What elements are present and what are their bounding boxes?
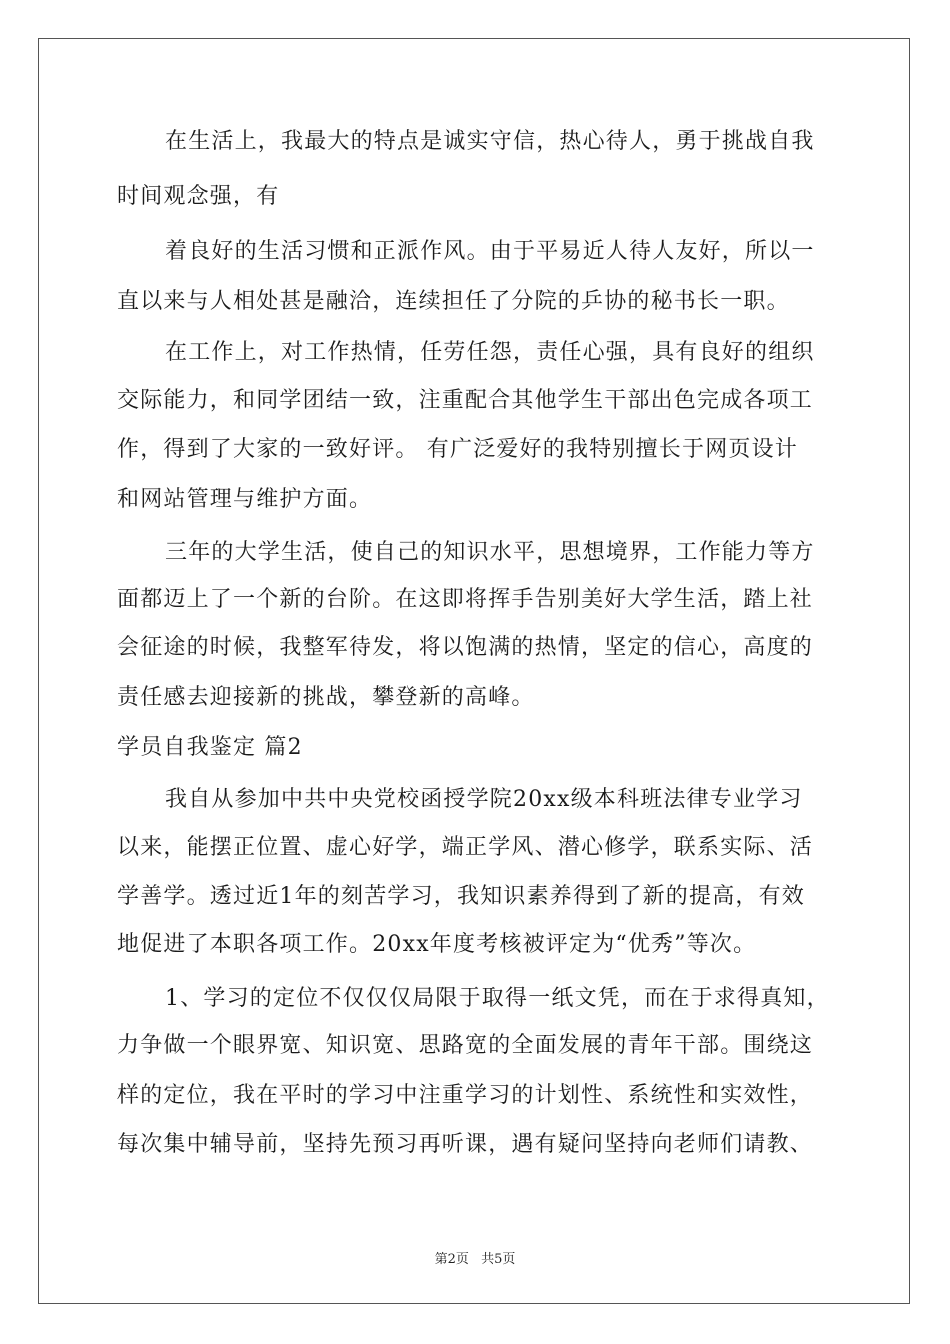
text-line: 以来，能摆正位置、虚心好学，端正学风、潜心修学，联系实际、活 — [117, 835, 814, 860]
text-line: 地促进了本职各项工作。20xx年度考核被评定为“优秀”等次。 — [117, 932, 757, 957]
text-line: 时间观念强，有 — [117, 184, 280, 209]
text-line: 在工作上，对工作热情，任劳任怨，责任心强，具有良好的组织 — [165, 340, 815, 365]
text-line: 我自从参加中共中央党校函授学院20xx级本科班法律专业学习 — [165, 787, 803, 812]
text-line: 着良好的生活习惯和正派作风。由于平易近人待人友好，所以一 — [165, 239, 815, 264]
text-line: 力争做一个眼界宽、知识宽、思路宽的全面发展的青年干部。围绕这 — [117, 1033, 814, 1058]
text-line: 交际能力，和同学团结一致，注重配合其他学生干部出色完成各项工 — [117, 388, 814, 413]
text-line: 学善学。透过近1年的刻苦学习，我知识素养得到了新的提高，有效 — [117, 884, 805, 909]
page-number: 第2页 — [434, 1252, 469, 1267]
text-line: 会征途的时候，我整军待发，将以饱满的热情，坚定的信心，高度的 — [117, 635, 814, 660]
text-line: 责任感去迎接新的挑战，攀登新的高峰。 — [117, 685, 535, 710]
section-heading: 学员自我鉴定 篇2 — [117, 735, 303, 760]
text-line: 三年的大学生活，使自己的知识水平，思想境界，工作能力等方 — [165, 540, 815, 565]
text-line: 1、学习的定位不仅仅仅局限于取得一纸文凭，而在于求得真知， — [165, 986, 830, 1011]
page-frame — [38, 38, 910, 1304]
text-line: 样的定位，我在平时的学习中注重学习的计划性、系统性和实效性， — [117, 1083, 814, 1108]
page-footer — [0, 1248, 950, 1267]
text-line: 在生活上，我最大的特点是诚实守信，热心待人，勇于挑战自我 — [165, 129, 815, 154]
text-line: 和网站管理与维护方面。 — [117, 487, 373, 512]
total-pages: 共5页 — [481, 1252, 516, 1267]
text-line: 作，得到了大家的一致好评。 有广泛爱好的我特别擅长于网页设计 — [117, 437, 798, 462]
text-line: 面都迈上了一个新的台阶。在这即将挥手告别美好大学生活，踏上社 — [117, 587, 814, 612]
text-line: 直以来与人相处甚是融洽，连续担任了分院的乒协的秘书长一职。 — [117, 289, 790, 314]
text-line: 每次集中辅导前，坚持先预习再听课，遇有疑问坚持向老师们请教、 — [117, 1132, 814, 1157]
